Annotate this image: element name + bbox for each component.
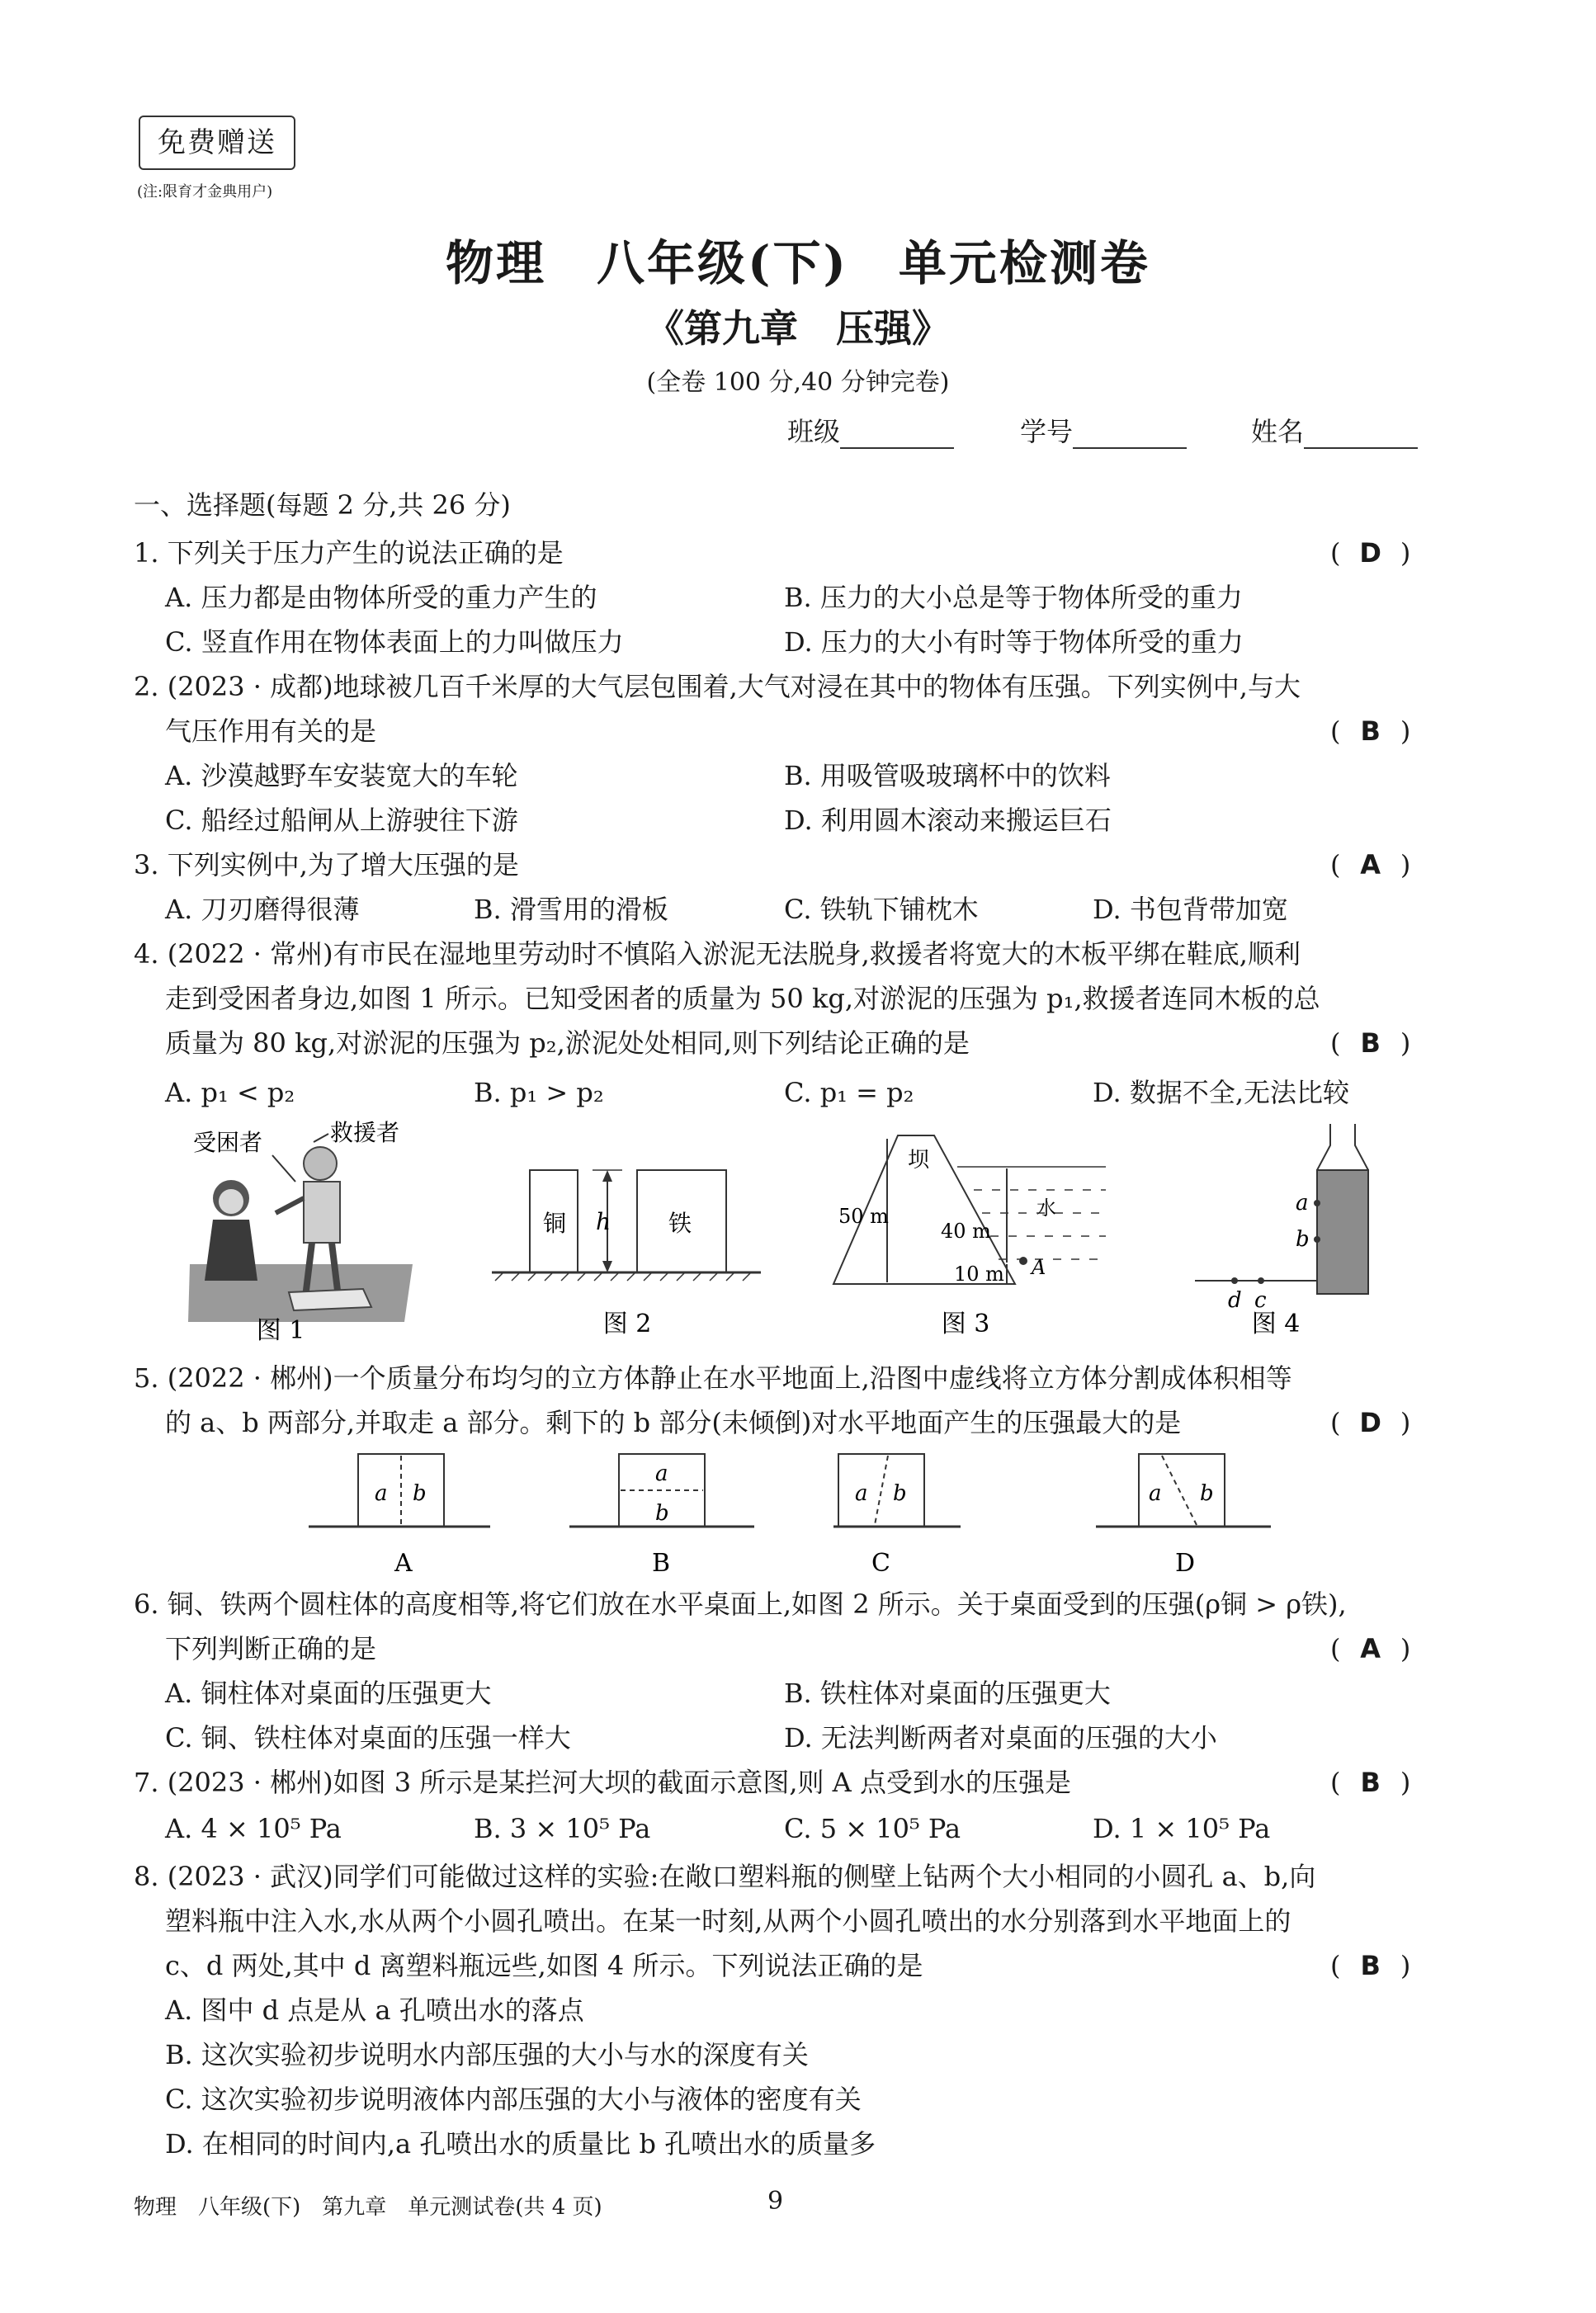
class-blank[interactable] — [840, 424, 954, 449]
q7-option-c: C. 5 × 10⁵ Pa — [784, 1813, 961, 1844]
fig4-bottle-water — [1317, 1170, 1368, 1294]
q6-option-b: B. 铁柱体对桌面的压强更大 — [784, 1678, 1111, 1709]
fig4-label-c: c — [1254, 1288, 1267, 1313]
fig1-rescuer-head — [304, 1147, 337, 1180]
q4-option-a: A. p₁ < p₂ — [165, 1077, 295, 1108]
fig3-label-40: 40 m — [941, 1220, 991, 1243]
student-id-field[interactable] — [1020, 411, 1187, 449]
q1-option-c: C. 竖直作用在物体表面上的力叫做压力 — [165, 626, 624, 658]
q7-answer-letter: B — [1360, 1767, 1381, 1798]
name-label: 姓名 — [1251, 416, 1305, 447]
q3-option-b: B. 滑雪用的滑板 — [474, 894, 668, 925]
q8-answer-letter: B — [1360, 1950, 1381, 1981]
q5-c-cube — [838, 1454, 924, 1527]
q5-stem-line2: 的 a、b 两部分,并取走 a 部分。剩下的 b 部分(未倾倒)对水平地面产生的压强最大的是 — [165, 1407, 1182, 1438]
q8-answer: ( B ) — [1330, 1950, 1411, 1981]
q2-option-d: D. 利用圆木滚动来搬运巨石 — [784, 805, 1112, 836]
q8-stem-line2: 塑料瓶中注入水,水从两个小圆孔喷出。在某一时刻,从两个小圆孔喷出的水分别落到水平地面上的 — [165, 1905, 1291, 1937]
q6-option-c: C. 铜、铁柱体对桌面的压强一样大 — [165, 1722, 571, 1754]
figure-2 — [492, 1170, 761, 1338]
q5-d-cut-line — [1162, 1456, 1197, 1525]
fig4-hole-b — [1314, 1236, 1320, 1243]
q1-option-d: D. 压力的大小有时等于物体所受的重力 — [784, 626, 1244, 658]
q7-option-d: D. 1 × 10⁵ Pa — [1093, 1813, 1271, 1844]
q7-option-a: A. 4 × 10⁵ Pa — [165, 1813, 342, 1844]
q3-option-d: D. 书包背带加宽 — [1093, 894, 1288, 925]
q7-answer: ( B ) — [1330, 1767, 1411, 1798]
q6-answer: ( A ) — [1330, 1633, 1411, 1664]
q1-option-b: B. 压力的大小总是等于物体所受的重力 — [784, 582, 1243, 613]
q4-answer: ( B ) — [1330, 1027, 1411, 1059]
q5-a-part-b: b — [413, 1481, 427, 1506]
stamp-note: (注:限育才金典用户) — [137, 183, 273, 201]
q1-stem: 1. 下列关于压力产生的说法正确的是 — [134, 537, 564, 569]
q5-cube-diagrams — [297, 1446, 1337, 1578]
fig4-label-d: d — [1228, 1288, 1242, 1313]
student-id-label: 学号 — [1020, 416, 1074, 447]
q4-stem-line3: 质量为 80 kg,对淤泥的压强为 p₂,淤泥处处相同,则下列结论正确的是 — [165, 1027, 970, 1059]
q3-option-c: C. 铁轨下铺枕木 — [784, 894, 979, 925]
q5-a-part-a: a — [375, 1481, 388, 1506]
q5-choice-d-diagram — [1096, 1454, 1271, 1578]
fig4-hole-a — [1314, 1200, 1320, 1206]
q5-choice-b-diagram — [569, 1454, 754, 1578]
name-blank[interactable] — [1304, 424, 1418, 449]
q2-option-c: C. 船经过船闸从上游驶往下游 — [165, 805, 518, 836]
fig4-point-c — [1258, 1277, 1264, 1284]
q5-choice-a-label: A — [394, 1549, 413, 1578]
q2-option-a: A. 沙漠越野车安装宽大的车轮 — [165, 760, 518, 791]
page-title: 物理 八年级(下) 单元检测卷 — [446, 235, 1150, 291]
fig1-pointer-rescuer — [314, 1134, 328, 1142]
q4-answer-letter: B — [1360, 1027, 1381, 1059]
q2-stem-line1: 2. (2023 · 成都)地球被几百千米厚的大气层包围着,大气对浸在其中的物体有压强。下列实例中,与大 — [134, 671, 1301, 702]
fig2-caption: 图 2 — [602, 1310, 652, 1338]
q5-d-part-b: b — [1200, 1481, 1214, 1506]
section-heading: 一、选择题(每题 2 分,共 26 分) — [134, 489, 511, 521]
fig2-arrow-up — [602, 1170, 612, 1182]
q4-option-b: B. p₁ > p₂ — [474, 1077, 604, 1108]
q4-stem-line1: 4. (2022 · 常州)有市民在湿地里劳动时不慎陷入淤泥无法脱身,救援者将宽大的木板平绑在鞋底,顺利 — [134, 938, 1301, 970]
chapter-subtitle: 《第九章 压强》 — [646, 306, 950, 351]
exam-note: (全卷 100 分,40 分钟完卷) — [646, 368, 950, 397]
fig4-bottle-neck — [1317, 1124, 1368, 1170]
fig3-label-10: 10 m — [954, 1263, 1004, 1286]
fig1-trapped-face — [219, 1189, 243, 1214]
student-id-blank[interactable] — [1073, 424, 1187, 449]
name-field[interactable] — [1251, 411, 1418, 449]
class-field[interactable] — [787, 411, 954, 449]
q8-option-c: C. 这次实验初步说明液体内部压强的大小与液体的密度有关 — [165, 2084, 862, 2115]
q5-b-part-b: b — [655, 1501, 669, 1526]
q3-stem: 3. 下列实例中,为了增大压强的是 — [134, 849, 519, 880]
fig1-pointer-trapped — [272, 1155, 295, 1182]
q5-c-part-b: b — [893, 1481, 907, 1506]
figures-row — [165, 1116, 1419, 1347]
q5-b-part-a: a — [655, 1461, 668, 1486]
q8-stem-line1: 8. (2023 · 武汉)同学们可能做过这样的实验:在敞口塑料瓶的侧壁上钻两个大小相同的小圆孔 a、b,向 — [134, 1861, 1316, 1892]
q3-option-a: A. 刀刃磨得很薄 — [165, 894, 360, 925]
fig1-label-rescuer: 救援者 — [330, 1119, 400, 1146]
fig3-point-a — [1019, 1257, 1027, 1265]
fig3-label-water: 水 — [1036, 1197, 1056, 1220]
q5-choice-a-diagram — [309, 1454, 490, 1578]
fig1-rescuer-body — [304, 1182, 340, 1243]
q5-d-part-a: a — [1149, 1481, 1162, 1506]
q4-option-d: D. 数据不全,无法比较 — [1093, 1077, 1350, 1108]
q5-c-part-a: a — [855, 1481, 868, 1506]
q2-answer-letter: B — [1360, 715, 1381, 747]
fig1-label-trapped: 受困者 — [193, 1129, 263, 1156]
q1-option-a: A. 压力都是由物体所受的重力产生的 — [165, 582, 597, 613]
fig2-arrow-down — [602, 1261, 612, 1272]
q1-answer: ( D ) — [1330, 537, 1411, 569]
page-number: 9 — [767, 2187, 784, 2216]
q4-option-c: C. p₁ = p₂ — [784, 1077, 914, 1108]
fig3-label-dam: 坝 — [908, 1148, 930, 1173]
fig2-label-iron: 铁 — [668, 1210, 692, 1237]
q5-choice-c-diagram — [833, 1454, 961, 1578]
fig1-caption: 图 1 — [256, 1316, 305, 1345]
class-label: 班级 — [787, 416, 841, 447]
q5-choice-b-label: B — [652, 1549, 671, 1578]
q5-c-cut-line — [875, 1456, 888, 1525]
q5-stem-line1: 5. (2022 · 郴州)一个质量分布均匀的立方体静止在水平地面上,沿图中虚线将立方体分割成体积相等 — [134, 1362, 1292, 1394]
fig1-trapped-body — [205, 1220, 257, 1281]
q5-answer-letter: D — [1359, 1407, 1381, 1438]
q6-stem-line1: 6. 铜、铁两个圆柱体的高度相等,将它们放在水平桌面上,如图 2 所示。关于桌面受到的压强(ρ铜 > ρ铁), — [134, 1588, 1347, 1620]
fig4-caption: 图 4 — [1251, 1310, 1301, 1338]
fig1-wood-board — [289, 1289, 371, 1310]
q6-option-d: D. 无法判断两者对桌面的压强的大小 — [784, 1722, 1217, 1754]
q2-stem-line2: 气压作用有关的是 — [165, 715, 377, 747]
fig2-label-h: h — [596, 1208, 611, 1235]
q3-answer-letter: A — [1360, 849, 1381, 880]
q6-stem-line2: 下列判断正确的是 — [165, 1633, 377, 1664]
q4-stem-line2: 走到受困者身边,如图 1 所示。已知受困者的质量为 50 kg,对淤泥的压强为 p₁,救援者连同木板的总 — [165, 983, 1320, 1014]
fig4-label-a: a — [1296, 1191, 1309, 1216]
figure-3 — [833, 1135, 1106, 1338]
q8-option-b: B. 这次实验初步说明水内部压强的大小与水的深度有关 — [165, 2039, 809, 2070]
fig2-label-copper: 铜 — [543, 1210, 567, 1237]
q8-option-d: D. 在相同的时间内,a 孔喷出水的质量比 b 孔喷出水的质量多 — [165, 2128, 876, 2160]
footer-text: 物理 八年级(下) 第九章 单元测试卷(共 4 页) — [134, 2195, 602, 2220]
q3-answer: ( A ) — [1330, 849, 1411, 880]
q7-stem: 7. (2023 · 郴州)如图 3 所示是某拦河大坝的截面示意图,则 A 点受到水的压强是 — [134, 1767, 1071, 1798]
fig3-label-50: 50 m — [838, 1205, 889, 1228]
q2-answer: ( B ) — [1330, 715, 1411, 747]
q7-option-b: B. 3 × 10⁵ Pa — [474, 1813, 651, 1844]
q5-choice-c-label: C — [871, 1549, 890, 1578]
fig3-caption: 图 3 — [941, 1310, 990, 1338]
figure-4 — [1195, 1124, 1368, 1338]
q5-answer: ( D ) — [1330, 1407, 1411, 1438]
q6-answer-letter: A — [1360, 1633, 1381, 1664]
q8-stem-line3: c、d 两处,其中 d 离塑料瓶远些,如图 4 所示。下列说法正确的是 — [165, 1950, 923, 1981]
q8-option-a: A. 图中 d 点是从 a 孔喷出水的落点 — [165, 1994, 584, 2026]
figure-1 — [188, 1119, 413, 1345]
free-gift-stamp: 免费赠送 — [139, 116, 295, 170]
q2-option-b: B. 用吸管吸玻璃杯中的饮料 — [784, 760, 1111, 791]
q5-choice-d-label: D — [1175, 1549, 1196, 1578]
fig1-rescuer-arm — [276, 1198, 304, 1213]
q1-answer-letter: D — [1359, 537, 1381, 569]
fig3-label-A: A — [1032, 1256, 1046, 1279]
q6-option-a: A. 铜柱体对桌面的压强更大 — [165, 1678, 492, 1709]
fig4-point-d — [1231, 1277, 1238, 1284]
fig4-label-b: b — [1296, 1227, 1310, 1252]
